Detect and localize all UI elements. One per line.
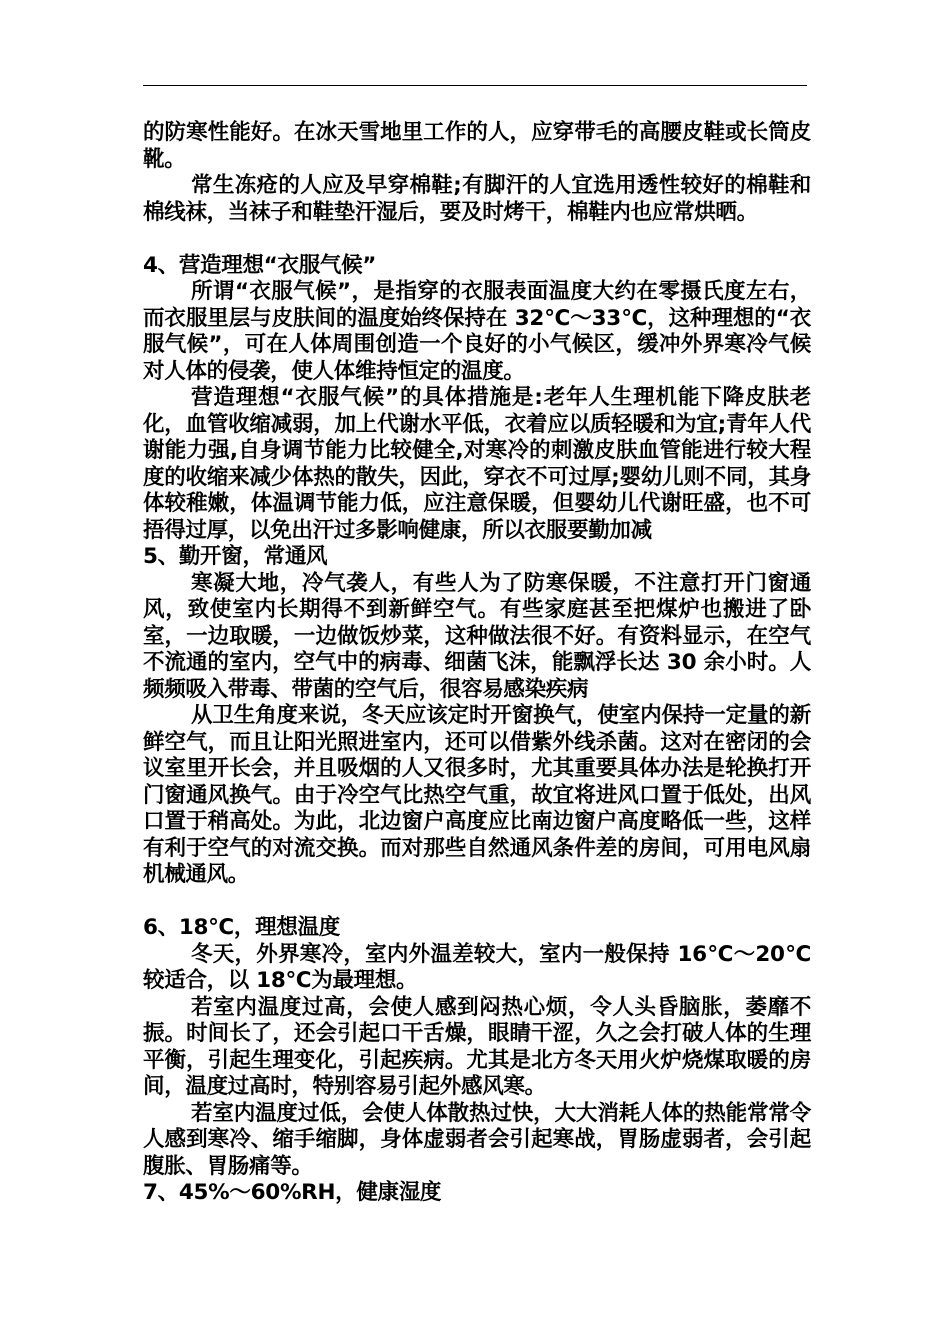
section-heading-5: 5、勤开窗，常通风 <box>143 544 328 569</box>
header-rule <box>143 85 807 86</box>
paragraph: 的防寒性能好。在冰天雪地里工作的人，应穿带毛的高腰皮鞋或长筒皮靴。 <box>143 120 811 172</box>
paragraph: 冬天，外界寒冷，室内外温差较大，室内一般保持 16℃～20℃较适合，以 18℃为最理想。 <box>143 941 811 993</box>
paragraph: 所谓“衣服气候”，是指穿的衣服表面温度大约在零摄氏度左右，而衣服里层与皮肤间的温度始终保持在 32℃～33℃，这种理想的“衣服气候”，可在人体周围创造一个良好的小气候区，缓冲外界寒冷气候对人体的侵袭，使人体维持恒定的温度。 <box>143 279 811 384</box>
section-heading-4: 4、营造理想“衣服气候” <box>143 252 377 278</box>
blank-line <box>143 226 811 253</box>
document-body <box>143 120 811 1207</box>
section-heading-6: 6、18℃，理想温度 <box>143 915 340 940</box>
paragraph: 寒凝大地，冷气袭人，有些人为了防寒保暖，不注意打开门窗通风，致使室内长期得不到新鲜空气。有些家庭甚至把煤炉也搬进了卧室，一边取暖，一边做饭炒菜，这种做法很不好。有资料显示，在空气不流通的室内，空气中的病毒、细菌飞沫，能飘浮长达 30 余小时。人频频吸入带毒、带菌的空气后，很容易感染疾病 <box>143 570 811 702</box>
section-heading-7: 7、45%～60%RH，健康湿度 <box>143 1180 442 1205</box>
paragraph: 从卫生角度来说，冬天应该定时开窗换气，使室内保持一定量的新鲜空气，而且让阳光照进室内，还可以借紫外线杀菌。这对在密闭的会议室里开长会，并且吸烟的人又很多时，尤其重要具体办法是轮换打开门窗通风换气。由于冷空气比热空气重，故宜将进风口置于低处，出风口置于稍高处。为此，北边窗户高度应比南边窗户高度略低一些，这样有利于空气的对流交换。而对那些自然通风条件差的房间，可用电风扇机械通风。 <box>143 703 811 887</box>
paragraph: 营造理想“衣服气候”的具体措施是:老年人生理机能下降皮肤老化，血管收缩减弱，加上代谢水平低，衣着应以质轻暖和为宜;青年人代谢能力强,自身调节能力比较健全,对寒冷的刺激皮肤血管能进行较大程度的收缩来减少体热的散失，因此，穿衣不可过厚;婴幼儿则不同，其身体较稚嫩，体温调节能力低，应注意保暖，但婴幼儿代谢旺盛，也不可捂得过厚，以免出汗过多影响健康，所以衣服要勤加减 <box>143 385 811 543</box>
blank-line <box>143 889 811 916</box>
paragraph: 若室内温度过低，会使人体散热过快，大大消耗人体的热能常常令人感到寒冷、缩手缩脚，身体虚弱者会引起寒战，胃肠虚弱者，会引起腹胀、胃肠痛等。 <box>143 1100 811 1179</box>
paragraph: 若室内温度过高，会使人感到闷热心烦，令人头昏脑胀，萎靡不振。时间长了，还会引起口干舌燥，眼睛干涩，久之会打破人体的生理平衡，引起生理变化，引起疾病。尤其是北方冬天用火炉烧煤取暖的房间，温度过高时，特别容易引起外感风寒。 <box>143 994 811 1099</box>
paragraph: 常生冻疮的人应及早穿棉鞋;有脚汗的人宜选用透性较好的棉鞋和棉线袜，当袜子和鞋垫汗湿后，要及时烤干，棉鞋内也应常烘晒。 <box>143 173 811 225</box>
